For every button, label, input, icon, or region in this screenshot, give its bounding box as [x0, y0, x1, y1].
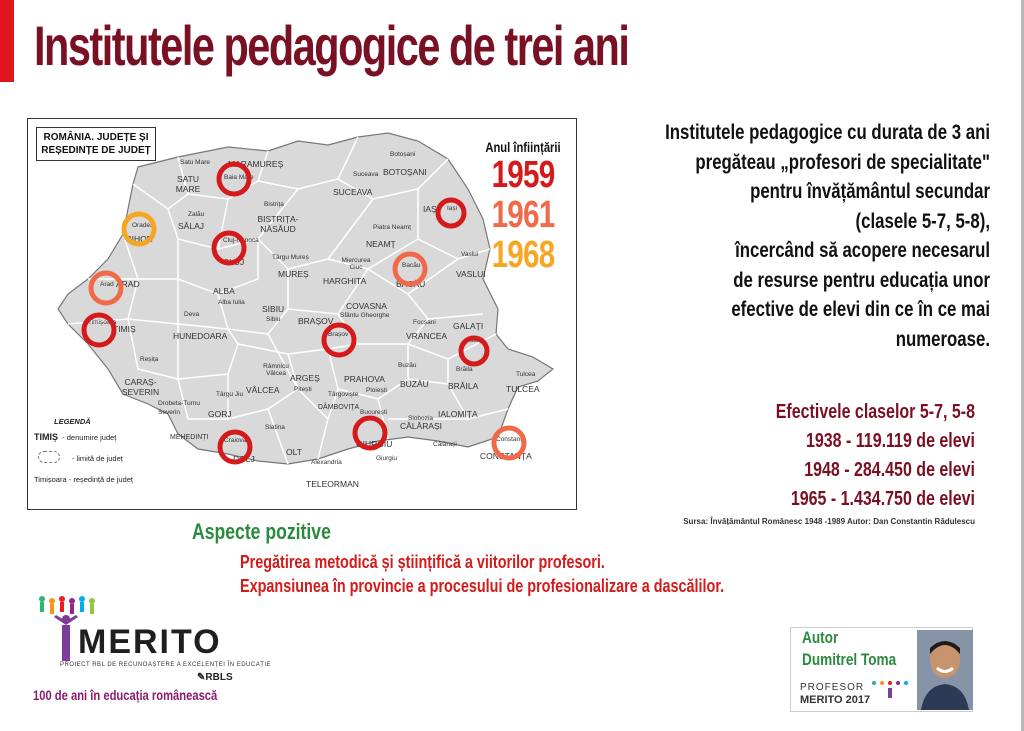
- marker-1959: [355, 418, 385, 448]
- rbls-label: RBLS: [205, 672, 233, 683]
- city-label: Suceava: [353, 171, 379, 178]
- county-label: SATU MARE: [175, 174, 201, 194]
- map-legend-title: ROMÂNIA. JUDEȚE ȘI REȘEDINȚE DE JUDEȚ: [36, 127, 156, 161]
- county-label: OLT: [286, 447, 302, 457]
- county-label: GORJ: [208, 409, 232, 419]
- stats-row: 1948 - 284.450 de elevi: [804, 459, 975, 481]
- city-label: Brăila: [456, 366, 473, 373]
- marker-1959: [461, 338, 487, 364]
- county-label: HARGHITA: [323, 276, 367, 286]
- county-label: CARAȘ-SEVERIN: [121, 377, 160, 397]
- legend-key-city: Timișoara: [34, 475, 67, 484]
- city-label: Oradea: [132, 222, 154, 229]
- aspecte-item: Expansiunea în provincie a procesului de profesionalizare a dascălilor.: [240, 576, 725, 596]
- city-label: Târgu Jiu: [216, 391, 244, 398]
- city-label: Tulcea: [516, 371, 536, 378]
- legend-key-county: TIMIȘ: [34, 432, 58, 442]
- county-label: VASLUI: [456, 269, 486, 279]
- city-label: Sibiu: [266, 316, 281, 323]
- city-label: Brașov: [328, 331, 349, 338]
- legend-heading: LEGENDĂ: [54, 417, 91, 426]
- county-label: BRAȘOV: [298, 316, 334, 326]
- city-label: Buzău: [398, 362, 417, 369]
- city-label: Timișoara: [88, 319, 117, 326]
- city-label: Slatina: [265, 424, 285, 431]
- city-label: Râmnicu Vâlcea: [263, 363, 289, 377]
- city-label: Galați: [465, 337, 482, 344]
- description-line: pentru învățământul secundar: [750, 180, 990, 203]
- city-label: Târgoviște: [328, 391, 359, 398]
- county-label: DÂMBOVIȚA: [318, 404, 360, 411]
- author-name: Dumitrel Toma: [802, 650, 897, 669]
- county-label: BOTOȘANI: [383, 167, 427, 177]
- county-label: MARAMUREȘ: [228, 159, 284, 169]
- merito-small-logo-icon: [870, 680, 914, 698]
- description-line: pregăteau „profesori de specialitate": [695, 150, 990, 174]
- author-role-year: MERITO 2017: [800, 694, 871, 706]
- city-label: Ploiești: [366, 387, 387, 394]
- year-legend-label: Anul înființării: [485, 139, 561, 155]
- author-portrait-icon: [917, 630, 973, 710]
- county-label: MEHEDINȚI: [170, 434, 209, 441]
- marker-1959: [219, 164, 249, 194]
- county-label: BISTRIȚA-NĂSĂUD: [257, 214, 299, 234]
- city-label: Craiova: [224, 437, 247, 444]
- stats-row: 1938 - 119.119 de elevi: [805, 430, 975, 452]
- marker-1961: [91, 273, 121, 303]
- county-label: TULCEA: [506, 384, 540, 394]
- county-label: CONSTANȚA: [480, 451, 532, 461]
- year-1968: 1968: [491, 234, 555, 276]
- city-label: Zalău: [188, 211, 205, 218]
- county-border-icon: [38, 451, 60, 463]
- city-label: Constanța: [496, 436, 526, 443]
- marker-1961: [395, 254, 425, 284]
- county-label: BRĂILA: [448, 381, 479, 391]
- city-label: Botoșani: [390, 151, 416, 158]
- city-label: Bistrița: [264, 201, 284, 208]
- city-label: Iași: [447, 205, 458, 212]
- author-label: Autor: [802, 628, 839, 647]
- legend-item-border: - limită de județ: [72, 454, 123, 463]
- source-note: Sursa: Învățământul Românesc 1948 -1989 Autor: Dan Constantin Rădulescu: [683, 517, 975, 526]
- year-1959: 1959: [491, 154, 555, 196]
- city-label: Târgu Mureș: [272, 254, 309, 261]
- marker-1959: [84, 315, 117, 345]
- county-label: MUREȘ: [278, 269, 309, 279]
- stats-row: 1965 - 1.434.750 de elevi: [790, 488, 975, 510]
- city-label: Sfântu Gheorghe: [340, 312, 390, 319]
- county-label: SUCEAVA: [333, 187, 373, 197]
- city-label: Pitești: [294, 386, 312, 393]
- county-label: BIHOR: [126, 234, 153, 244]
- city-label: Giurgiu: [376, 455, 397, 462]
- legend-item-county: - denumire județ: [62, 433, 117, 442]
- city-label: Piatra Neamț: [373, 224, 411, 231]
- city-label: Reșița: [140, 356, 159, 363]
- description-line: încercând să acopere necesarul: [735, 239, 990, 262]
- tagline: 100 de ani în educația românească: [33, 687, 218, 703]
- description: [580, 118, 990, 354]
- accent-bar: [0, 0, 14, 82]
- description-line: Institutele pedagogice cu durata de 3 ani: [665, 121, 990, 144]
- rbls-logo: [197, 672, 233, 683]
- city-label: Slobozia: [408, 415, 433, 422]
- county-label: HUNEDOARA: [173, 331, 228, 341]
- county-label: TELEORMAN: [306, 479, 359, 489]
- city-label: Alexandria: [311, 459, 342, 466]
- city-label: Drobeta-Turnu Severin: [158, 400, 201, 416]
- county-label: VRANCEA: [406, 331, 448, 341]
- author-photo: [917, 630, 973, 710]
- stats-heading: Efectivele claselor 5-7, 5-8: [775, 401, 975, 423]
- county-label: BUZĂU: [400, 379, 429, 389]
- city-label: Cluj-Napoca: [223, 237, 259, 244]
- county-label: CLUJ: [223, 257, 245, 267]
- county-label: ARAD: [116, 279, 140, 289]
- year-1961: 1961: [491, 194, 555, 236]
- aspecte-heading: Aspecte pozitive: [192, 519, 331, 544]
- county-label: NEAMȚ: [366, 239, 396, 249]
- marker-1959: [438, 200, 464, 226]
- student-stats: [640, 398, 975, 514]
- page-title: Institutele pedagogice de trei ani: [34, 14, 629, 77]
- city-label: Miercurea Ciuc: [341, 257, 371, 271]
- city-label: Arad: [100, 281, 114, 288]
- aspecte-item: Pregătirea metodică și științifică a viitorilor profesori.: [240, 552, 605, 572]
- marker-1961: [494, 428, 524, 458]
- county-label: PRAHOVA: [344, 374, 385, 384]
- description-line: numeroase.: [895, 327, 990, 351]
- marker-1959: [324, 325, 354, 355]
- county-label: TIMIȘ: [113, 324, 136, 334]
- county-label: ARGEȘ: [290, 373, 320, 383]
- city-label: Baia Mare: [224, 174, 254, 181]
- rbls-icon: ✎: [197, 672, 206, 683]
- description-line: (clasele 5-7, 5-8),: [855, 209, 990, 233]
- marker-1959: [214, 233, 244, 263]
- map-legend: [34, 417, 164, 484]
- city-label: Călărași: [433, 441, 457, 448]
- aspecte-list: [240, 550, 845, 598]
- city-label: Focșani: [413, 319, 436, 326]
- description-line: efective de elevi din ce în ce mai: [731, 298, 990, 321]
- county-label: ALBA: [213, 286, 235, 296]
- description-line: de resurse pentru educația unor: [733, 268, 990, 292]
- city-label: București: [360, 409, 388, 416]
- county-label: BACĂU: [396, 279, 426, 289]
- county-label: COVASNA: [346, 301, 387, 311]
- year-legend: [468, 139, 578, 275]
- city-label: Alba Iulia: [218, 299, 245, 306]
- legend-item-city: - reședință de județ: [68, 475, 133, 484]
- county-label: IALOMIȚA: [438, 409, 478, 419]
- county-label: DOLJ: [233, 454, 255, 464]
- romania-map: [27, 118, 577, 510]
- county-label: SIBIU: [262, 304, 285, 314]
- city-label: Bacău: [402, 262, 421, 269]
- city-label: Satu Mare: [180, 159, 210, 166]
- author-role: PROFESOR: [800, 682, 865, 693]
- county-label: GIURGIU: [356, 439, 393, 449]
- marker-1959: [220, 432, 250, 462]
- county-label: VÂLCEA: [246, 385, 280, 395]
- merito-subtitle: PROIECT RBL DE RECUNOAȘTERE A EXCELENȚEI ÎN EDUCAȚIE: [60, 662, 272, 668]
- city-label: Deva: [184, 311, 200, 318]
- county-label: CĂLĂRAȘI: [400, 421, 443, 431]
- marker-1968: [124, 214, 154, 244]
- county-label: SĂLAJ: [178, 221, 204, 231]
- county-label: GALAȚI: [453, 321, 484, 331]
- merito-wordmark: MERITO: [78, 623, 222, 661]
- county-label: IAȘI: [423, 204, 440, 214]
- city-label: Vaslui: [461, 251, 479, 258]
